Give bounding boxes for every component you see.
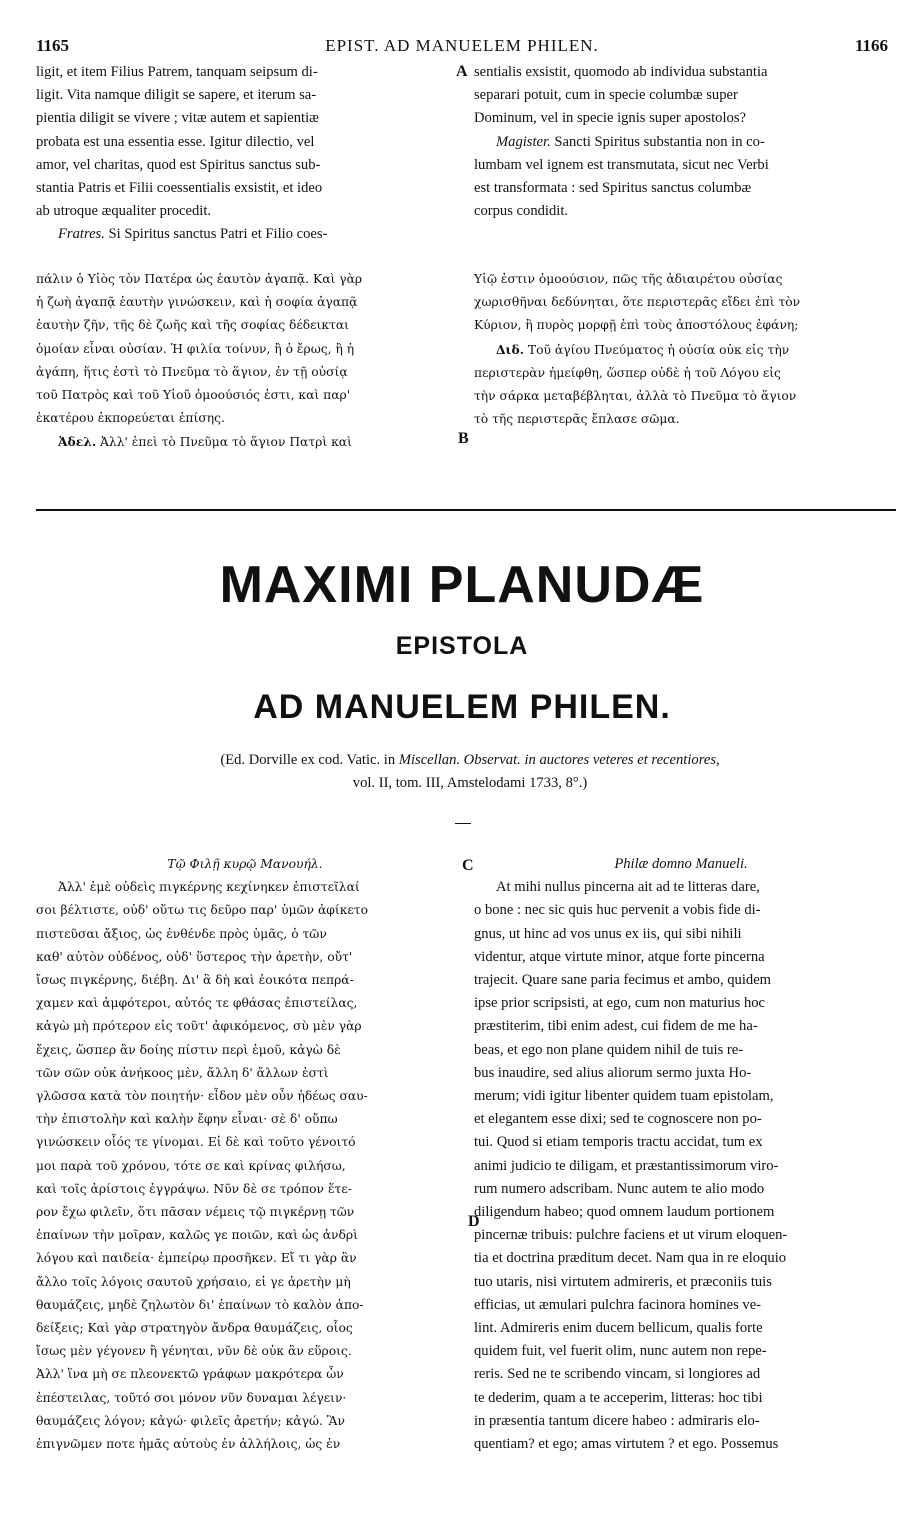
- text-line: γλῶσσα κατὰ τὸν ποιητήν· εἶδον μὲν οὖν ἡδέως σαυ-: [36, 1089, 368, 1104]
- text-line: At mihi nullus pincerna ait ad te litteras dare,: [496, 879, 760, 896]
- text-line: ἴσως μὲν γέγονεν ἢ γένηται, νῦν δὲ οὐκ ἂν εὕροις.: [36, 1344, 352, 1359]
- margin-letter-c: C: [462, 857, 474, 874]
- text-line: rum numero adscribam. Nunc autem te alio modo: [474, 1180, 765, 1197]
- text-line: diligendum habeo; quod omnem laudum portionem: [474, 1204, 775, 1221]
- separator-dash: [455, 823, 471, 824]
- speaker-did: Διδ.: [496, 341, 524, 357]
- text-line: ρον ἔχω φιλεῖν, ὅτι πᾶσαν νέμεις τῷ πιγκέρνῃ τῶν: [36, 1205, 355, 1220]
- text-line: pincernæ tribuis: pulchre faciens et ut virum eloquen-: [474, 1227, 788, 1244]
- text-line: δείξεις; Καὶ γὰρ στρατηγὸν ἄνδρα θαυμάζεις, οἷος: [36, 1321, 353, 1336]
- speaker-magister: Magister.: [496, 133, 551, 150]
- adel-line: [36, 430, 454, 454]
- text-line: Si Spiritus sanctus Patri et Filio coes-: [108, 226, 328, 243]
- text-line: γινώσκειν οἷός τε γίνομαι. Εἰ δὲ καὶ τοῦτο γένοιτό: [36, 1135, 356, 1150]
- text-line: est transformata : sed Spiritus sanctus columbæ: [474, 180, 752, 197]
- text-line: sentialis exsistit, quomodo ab individua substantia: [474, 64, 768, 80]
- edition-note-line-1: [60, 749, 880, 772]
- magister-line: [474, 131, 888, 154]
- text-line: ἴσως πιγκέρνης, διέβη. Δι' ἃ δὴ καὶ ἐοικότα πεπρά-: [36, 973, 354, 988]
- text-line: et elegantem esse dixi; sed te cognoscere non po-: [474, 1111, 762, 1128]
- running-title: EPIST. AD MANUELEM PHILEN.: [325, 36, 599, 55]
- text-line: in præsentia tantum dicere habeo : admiraris elo-: [474, 1412, 760, 1429]
- text-line: πάλιν ὁ Υἱὸς τὸν Πατέρα ὡς ἑαυτὸν ἀγαπᾷ. Καὶ γὰρ: [36, 272, 363, 286]
- text-line: Ἀλλ' ἐπεὶ τὸ Πνεῦμα τὸ ἅγιον Πατρὶ καὶ: [100, 435, 352, 450]
- text-line: pientia diligit se vivere ; vitæ autem et sapientiæ: [36, 110, 319, 127]
- did-line: [474, 338, 888, 362]
- page-number-right: 1166: [854, 36, 888, 55]
- text-line: beas, et ego non plane quidem nihil de tuis re-: [474, 1041, 744, 1058]
- text-line: corpus condidit.: [474, 203, 569, 220]
- text-line: κἀγὼ μὴ πρότερον εἰς τοῦτ' ἀφικόμενος, σὺ μὲν γὰρ: [36, 1019, 362, 1034]
- latin-column-left-top: [36, 61, 454, 247]
- text-line: probata est una essentia esse. Igitur dilectio, vel: [36, 133, 315, 150]
- text-line: ab utroque æqualiter procedit.: [36, 203, 212, 220]
- text-line: ἄλλο τοῖς λόγοις σαυτοῦ χρήσαιο, εἰ γε ἀρετὴν μὴ: [36, 1274, 351, 1289]
- text-line: ἐπιγνῶμεν ποτε ἡμᾶς αὐτοὺς ἐν ἀλλήλοις, ὡς ἐν: [36, 1437, 341, 1452]
- note-text: (Ed. Dorville ex cod. Vatic. in: [220, 752, 396, 768]
- text-line: τὴν ἐπιστολὴν καὶ καλὴν ἔφην εἶναι· σὲ δ' οὔπω: [36, 1112, 338, 1127]
- text-line: Τοῦ ἁγίου Πνεύματος ἡ οὐσία οὐκ εἰς τὴν: [527, 342, 790, 357]
- text-line: gnus, ut hinc ad vos unus ex iis, qui sibi nihili: [474, 925, 742, 942]
- text-line: ἐπέστειλας, τοῦτό σοι μόνον νῦν δυναμαι λέγειν·: [36, 1390, 347, 1405]
- text-line: ἑκατέρου ἐκπορεύεται ἐπίσης.: [36, 411, 225, 426]
- text-line: Ἀλλ' ἐμὲ οὐδεὶς πιγκέρνης κεχίνηκεν ἐπιστεῖλαί: [58, 880, 360, 895]
- speaker-fratres: Fratres.: [58, 226, 105, 243]
- fratres-line: [36, 223, 454, 246]
- text-line: præstiterim, tibi enim adest, cui fidem de me ha-: [474, 1018, 758, 1035]
- running-header: [36, 36, 888, 58]
- text-line: ἔχεις, ὥσπερ ἂν δοίης πίστιν περὶ ἐμοῦ, κἀγὼ δὲ: [36, 1042, 341, 1057]
- text-line: ἑαυτὴν ζῆν, τῆς δὲ ζωῆς καὶ τῆς σοφίας δέδεικται: [36, 318, 349, 333]
- note-italic: Miscellan. Observat. in auctores veteres et recentiores,: [398, 752, 720, 768]
- text-line: videntur, atque virtute minor, atque forte pincerna: [474, 948, 765, 965]
- text-line: merum; vidi igitur libenter quidem tuam epistolam,: [474, 1088, 774, 1105]
- text-line: tui. Quod si etiam temporis tractu accidat, tum ex: [474, 1134, 763, 1151]
- page-number-left: 1165: [36, 36, 70, 55]
- text-line: Sancti Spiritus substantia non in co-: [554, 133, 765, 150]
- title-line-3: AD MANUELEM PHILEN.: [253, 688, 671, 726]
- greek-column-right-top: [474, 268, 888, 431]
- text-line: quidem fuit, vel fuerit olim, nunc autem non repe-: [474, 1343, 767, 1360]
- text-line: Υἱῷ ἐστιν ὁμοούσιον, πῶς τῆς ἀδιαιρέτου οὐσίας: [474, 272, 783, 286]
- margin-letter-d: D: [468, 1213, 480, 1230]
- text-line: ἀγάπη, ἥτις ἐστὶ τὸ Πνεῦμα τὸ ἅγιον, ἐν τῇ οὐσίᾳ: [36, 364, 348, 379]
- edition-note: [60, 749, 880, 795]
- text-line: bus inaudire, sed alius aliorum sermo juxta Ho-: [474, 1064, 752, 1081]
- text-line: o bone : nec sic quis huc pervenit a vobis fide di-: [474, 902, 761, 919]
- text-line: reris. Sed ne te scribendo vincam, si longiores ad: [474, 1366, 761, 1383]
- text-line: χαμεν καὶ ἀμφότεροι, αὐτός τε φθάσας ἐπιστείλας,: [36, 996, 358, 1011]
- text-line: amor, vel charitas, quod est Spiritus sanctus sub-: [36, 156, 321, 173]
- text-line: καθ' αὐτὸν οὐδένος, οὐδ' ὕστερος τὴν ἀρετὴν, οὔτ': [36, 949, 353, 964]
- text-line: πιστεῦσαι ἄξιος, ὡς ἐνθένδε πρὸς ὑμᾶς, ὁ τῶν: [36, 926, 327, 941]
- latin-heading: Philæ domno Manueli.: [614, 856, 748, 872]
- edition-note-line-2: vol. II, tom. III, Amstelodami 1733, 8°.): [352, 775, 588, 791]
- text-line: Ἀλλ' ἵνα μὴ σε πλεονεκτῶ γράφων μακρότερα ὧν: [36, 1367, 344, 1382]
- text-line: tuo utaris, nisi virtutem admireris, et præconiis tuis: [474, 1273, 772, 1290]
- text-line: καὶ τοῖς ἀρίστοις ἐγγράψω. Νῦν δὲ σε τρόπον ἕτε-: [36, 1181, 352, 1196]
- text-line: lumbam vel ignem est transmutata, sicut nec Verbi: [474, 156, 769, 173]
- text-line: χωρισθῆναι δεδύνηται, ὅτε περιστερᾶς εἴδει ἐπὶ τὸν: [474, 295, 801, 310]
- text-line: θαυμάζεις, μηδὲ ζηλωτὸν δι' ἐπαίνων τὸ καλὸν ἀπο-: [36, 1297, 364, 1312]
- title-line-2: EPISTOLA: [395, 632, 529, 660]
- text-line: tia et doctrina præditum decet. Nam qua in re eloquio: [474, 1250, 787, 1267]
- text-line: stantia Patris et Filii coessentialis exsistit, et ideo: [36, 180, 323, 197]
- margin-letter-a: A: [456, 63, 468, 80]
- text-line: ἡ ζωὴ ἀγαπᾷ ἑαυτὴν γινώσκειν, καὶ ἡ σοφία ἀγαπᾷ: [36, 295, 358, 310]
- text-line: separari potuit, cum in specie columbæ super: [474, 87, 738, 104]
- text-line: τὸ τῆς περιστερᾶς ἔπλασε σῶμα.: [474, 412, 680, 427]
- text-line: μοι παρὰ τοῦ χρόνου, τότε σε καὶ κρίνας φιλήσω,: [36, 1158, 346, 1173]
- greek-column-left-top: [36, 268, 454, 455]
- text-line: θαυμάζεις λόγον; κἀγώ· φιλεῖς ἀρετήν; κἀγώ. Ἂν: [36, 1413, 345, 1428]
- text-line: περιστερὰν ἠμείφθη, ὥσπερ οὐδὲ ἡ τοῦ Λόγου εἰς: [474, 365, 781, 380]
- section-rule: [36, 509, 896, 511]
- text-line: ligit. Vita namque diligit se sapere, et iterum sa-: [36, 87, 317, 104]
- text-line: efficias, ut æmulari pulchra facinora homines ve-: [474, 1296, 762, 1313]
- margin-letter-b: B: [458, 430, 469, 447]
- text-line: σοι βέλτιστε, οὐδ' οὕτω τις δεῦρο παρ' ὑμῶν ἀφίκετο: [36, 903, 368, 918]
- text-line: τῶν σῶν οὐκ ἀνήκοος μὲν, ἄλλη δ' ἄλλων ἐστὶ: [36, 1065, 329, 1080]
- title-line-1: MAXIMI PLANUDÆ: [219, 556, 705, 614]
- text-line: quentiam? et ego; amas virtutem ? et ego. Possemus: [474, 1436, 779, 1453]
- text-line: trajecit. Quare sane paria fecimus et ambo, quidem: [474, 972, 772, 989]
- letter-latin-column: [474, 853, 888, 1456]
- latin-column-right-top: [474, 61, 888, 223]
- text-line: τὴν σάρκα μεταβέβληται, ἀλλὰ τὸ Πνεῦμα τὸ ἅγιον: [474, 389, 797, 404]
- text-line: ligit, et item Filius Patrem, tanquam seipsum di-: [36, 64, 318, 80]
- text-line: ipse prior scripsisti, at ego, cum non maturius hoc: [474, 995, 766, 1012]
- text-line: animi judicio te diligam, et præstantissimorum viro-: [474, 1157, 779, 1174]
- text-line: τοῦ Πατρὸς καὶ τοῦ Υἱοῦ ὁμοούσιός ἐστι, καὶ παρ': [36, 388, 351, 403]
- text-line: ἐπαίνων τὴν μοῖραν, καλῶς γε ποιῶν, καὶ ὡς ἀνδρὶ: [36, 1228, 358, 1243]
- greek-heading: Τῷ Φιλῇ κυρῷ Μανουήλ.: [167, 857, 323, 871]
- text-line: lint. Admireris enim ducem bellicum, qualis forte: [474, 1320, 763, 1337]
- letter-greek-column: [36, 853, 454, 1456]
- text-line: ὁμοίαν εἶναι οὐσίαν. Ἡ φιλία τοίνυν, ἢ ὁ ἔρως, ἢ ἡ: [36, 341, 355, 356]
- speaker-adel: Ἀδελ.: [58, 434, 97, 450]
- text-line: λόγου καὶ παιδεία· ἐμπείρῳ προσῆκεν. Εἴ τι γὰρ ἂν: [36, 1251, 357, 1266]
- text-line: Κύριον, ἢ πυρὸς μορφῇ ἐπὶ τοὺς ἀποστόλους ἐφάνη;: [474, 318, 799, 333]
- text-line: te dederim, quam a te acceperim, litteras: hoc tibi: [474, 1389, 763, 1406]
- text-line: Dominum, vel in specie ignis super apostolos?: [474, 110, 746, 127]
